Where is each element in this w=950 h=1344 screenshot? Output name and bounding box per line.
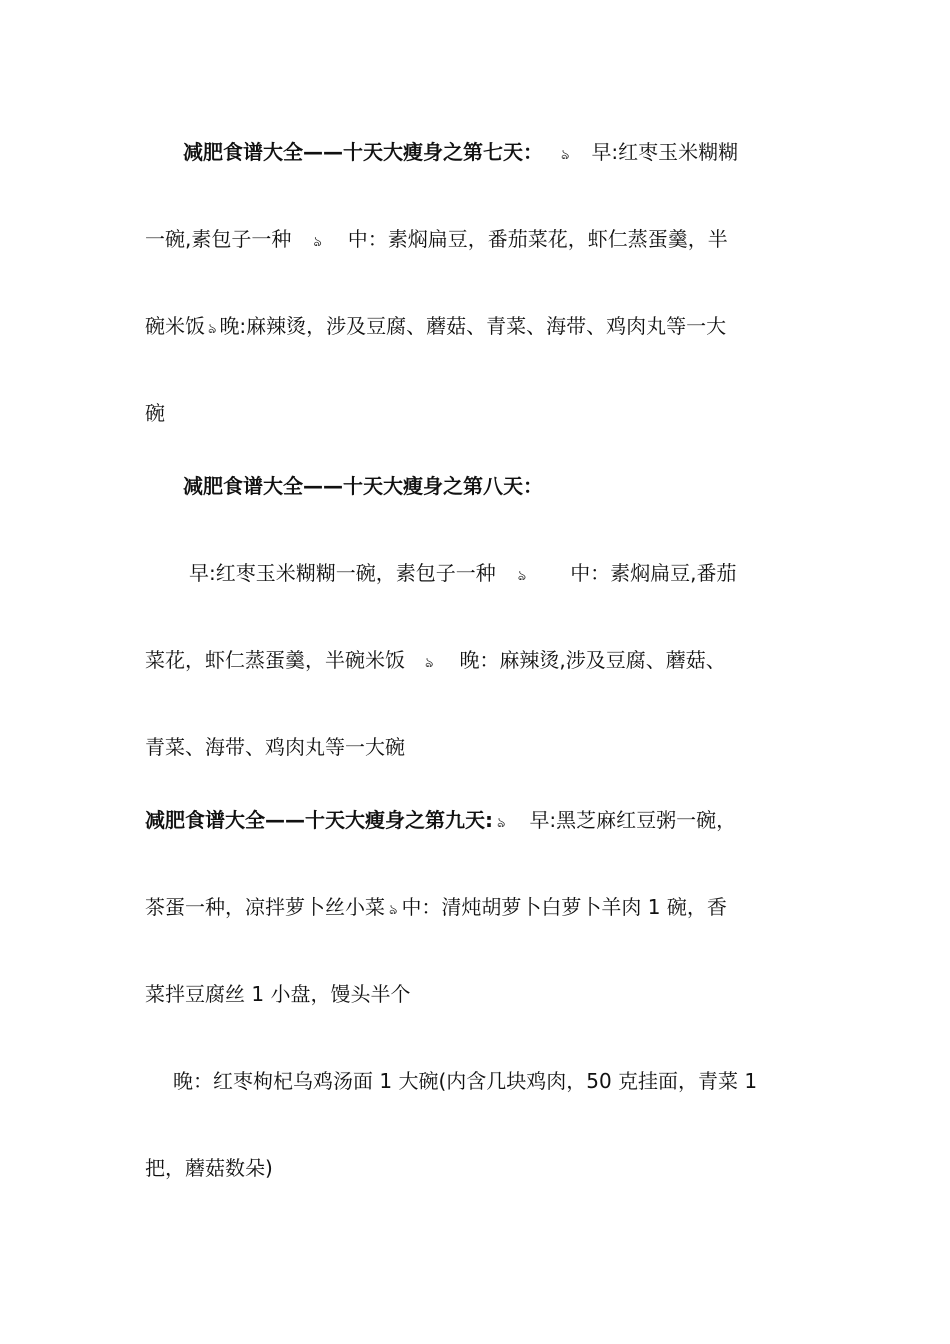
day7-line-2 [145,225,728,256]
day9-line-5: 把，蘑菇数朵) [145,1156,273,1180]
day7-text-2b: 中：素焖扁豆，番茄菜花，虾仁蒸蛋羹，半 [347,227,728,251]
day9-line-2 [145,893,727,924]
day7-line-4: 碗 [145,401,165,425]
day7-heading: 减肥食谱大全——十天大瘦身之第七天： [183,140,543,164]
paragraph-mark-icon: ঌ [425,655,434,671]
paragraph-mark-icon: ঌ [497,815,506,831]
paragraph-mark-icon: ঌ [517,568,527,584]
day7-line-3 [145,312,726,343]
day8-text-1b: 中：素焖扁豆,番茄 [570,561,737,585]
day8-text-2a: 菜花，虾仁蒸蛋羹，半碗米饭 [145,648,405,672]
day7-heading-line [183,138,738,169]
day9-line-4: 晚：红枣枸杞乌鸡汤面 1 大碗(内含几块鸡肉，50 克挂面，青菜 1 [173,1069,758,1093]
day9-text-2b: 中：清炖胡萝卜白萝卜羊肉 1 碗，香 [401,895,727,919]
day8-text-1a: 早:红枣玉米糊糊一碗，素包子一种 [189,561,496,585]
day7-text-3a: 碗米饭 [145,314,205,338]
day7-text-3b: 晚:麻辣烫，涉及豆腐、蘑菇、青菜、海带、鸡肉丸等一大 [219,314,727,338]
day8-heading: 减肥食谱大全——十天大瘦身之第八天： [183,474,543,498]
paragraph-mark-icon: ঌ [561,147,570,163]
day8-line-2 [145,646,726,677]
day8-line-3: 青菜、海带、鸡肉丸等一大碗 [145,735,405,759]
day9-line-3: 菜拌豆腐丝 1 小盘，馒头半个 [145,982,411,1006]
paragraph-mark-icon: ঌ [389,902,398,918]
day7-breakfast: 早:红枣玉米糊糊 [591,140,739,164]
day8-line-1 [189,559,737,590]
paragraph-mark-icon: ঌ [208,321,217,337]
day9-breakfast: 早:黑芝麻红豆粥一碗， [529,808,737,832]
paragraph-mark-icon: ঌ [313,234,322,250]
day9-text-2a: 茶蛋一种，凉拌萝卜丝小菜 [145,895,385,919]
day9-heading-line [145,806,736,837]
day7-text-2a: 一碗,素包子一种 [145,227,292,251]
day9-heading: 减肥食谱大全——十天大瘦身之第九天: [145,808,493,832]
day8-text-2b: 晚：麻辣烫,涉及豆腐、蘑菇、 [459,648,726,672]
